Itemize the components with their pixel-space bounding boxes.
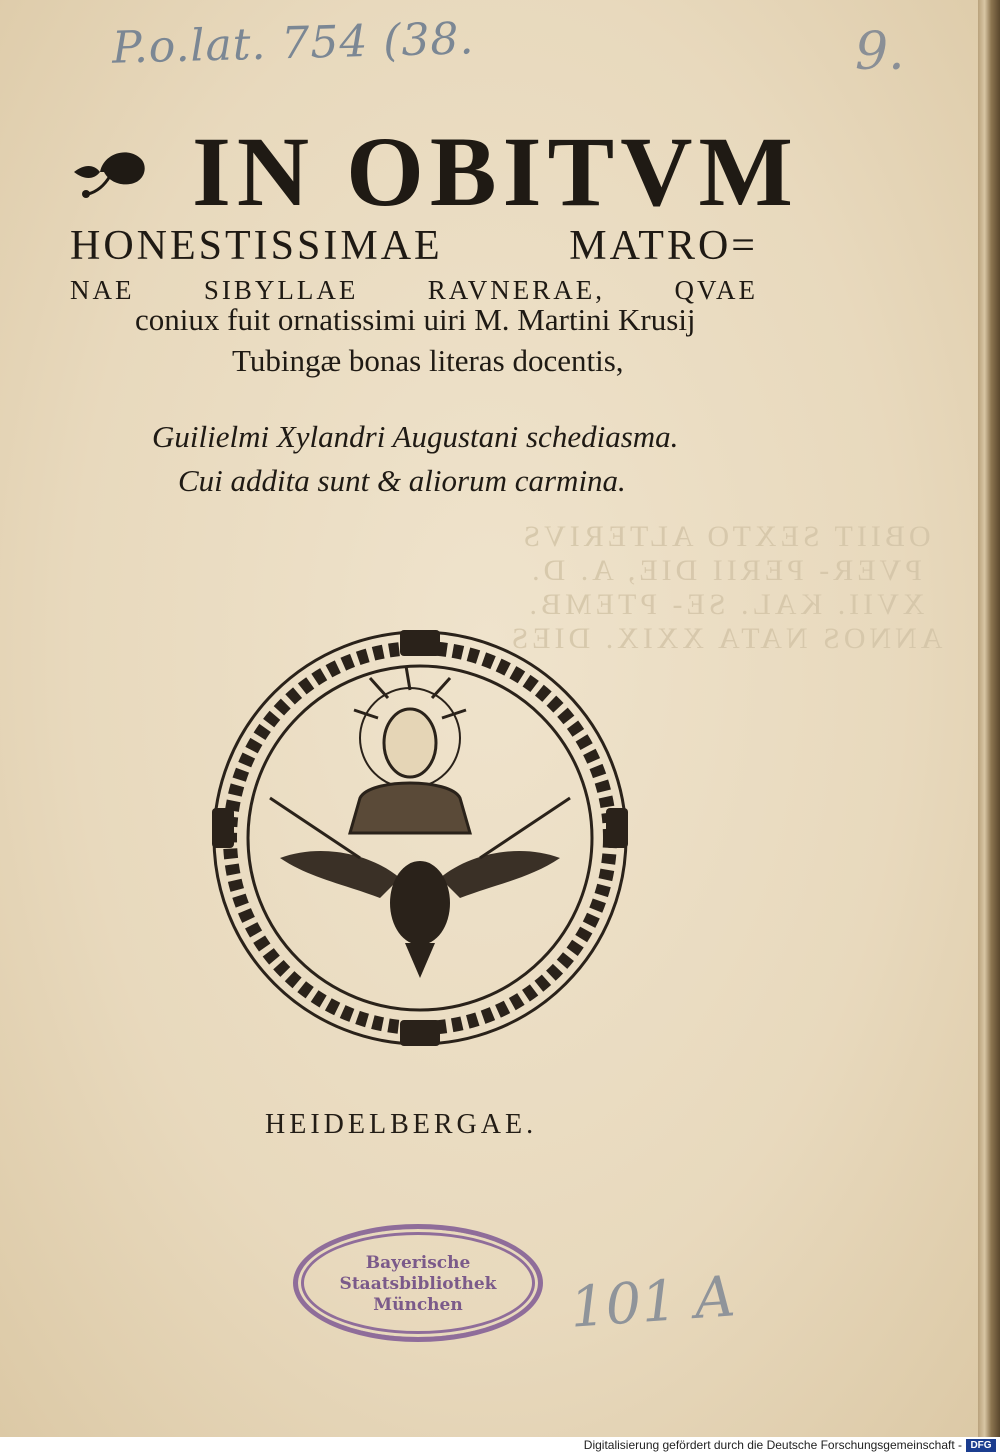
title-line-2 — [70, 222, 758, 270]
author-line-1: Guilielmi Xylandri Augustani schediasma. — [152, 419, 679, 454]
wreath-emblem-icon — [210, 628, 630, 1048]
digitization-notice: Digitalisierung gefördert durch die Deutsche Forschungsgemeinschaft - — [583, 1438, 962, 1452]
library-stamp — [293, 1224, 543, 1342]
fleuron-ornament-icon — [70, 142, 150, 198]
handwritten-inventory-number: 101 A — [567, 1264, 738, 1341]
author-line-2: Cui addita sunt & aliorum carmina. — [178, 463, 626, 498]
title-word: RAVNERAE, — [427, 275, 606, 305]
title-line-5: Tubingæ bonas literas docentis, — [232, 343, 624, 378]
stamp-text: Bayerische Staatsbibliothek München — [339, 1253, 497, 1315]
bleed-through-text: OBIIT SEXTO ALTERIVS PVER- PERII DIE, A. D. XVII. KAL. SE- PTEMB. ANNOS NATA XXIX. DIES — [507, 520, 943, 655]
title-word: SIBYLLAE — [203, 275, 359, 305]
handwritten-shelf-number: 9. — [855, 22, 905, 82]
handwritten-shelfmark: P.o.lat. 754 (38. — [111, 13, 476, 74]
book-edge — [978, 0, 1000, 1437]
title-line-4: coniux fuit ornatissimi uiri M. Martini Krusij — [135, 302, 696, 337]
title-word: HONESTISSIMAE — [70, 223, 443, 269]
title-line-1: IN OBITVM — [192, 116, 799, 227]
title-word: NAE — [70, 275, 135, 305]
imprint-place: HEIDELBERGAE. — [265, 1109, 538, 1140]
title-word: QVAE — [674, 275, 758, 305]
title-word: MATRO= — [569, 223, 758, 269]
dfg-logo: DFG — [966, 1439, 996, 1452]
digitization-footer — [0, 1437, 1000, 1455]
